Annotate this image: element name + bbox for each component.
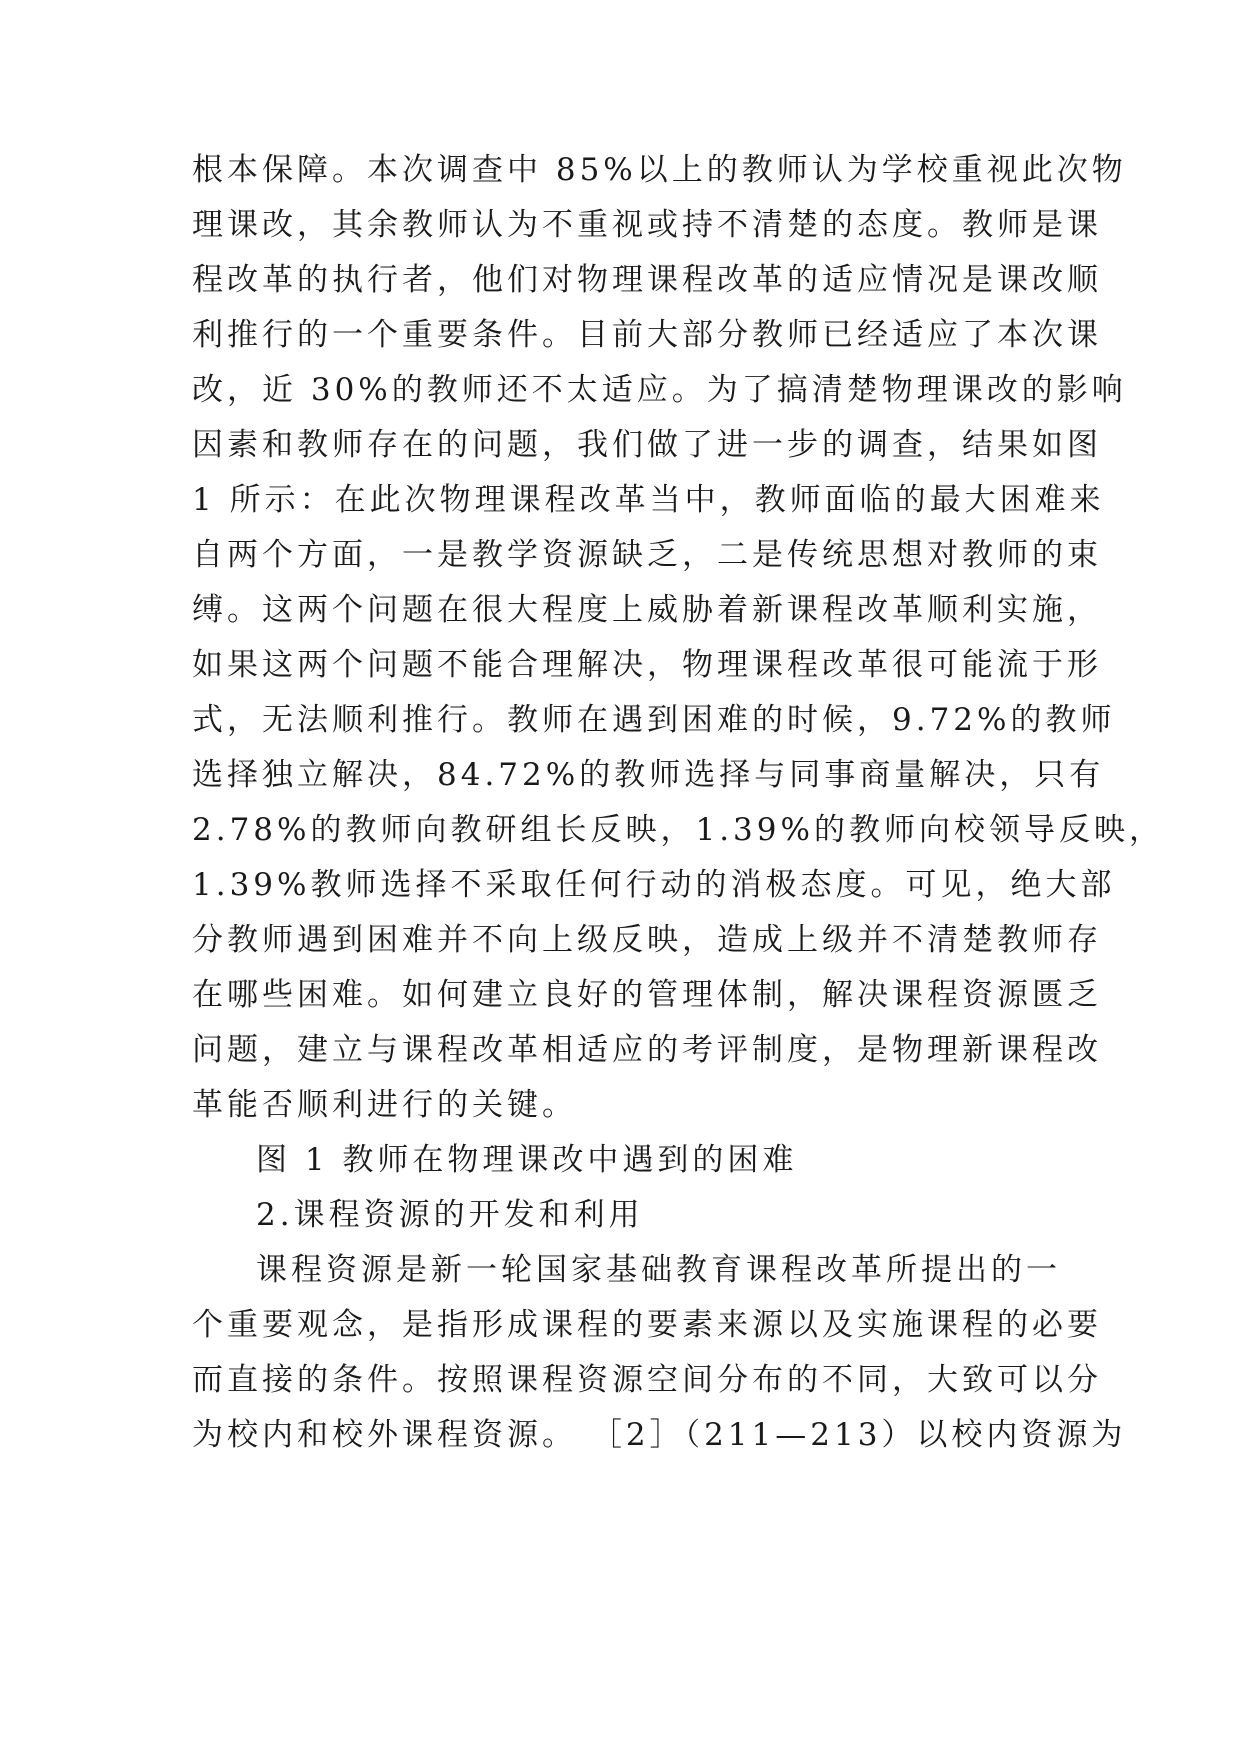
body-text-line: 在哪些困难。如何建立良好的管理体制，解决课程资源匮乏 (192, 977, 1102, 1013)
body-text-line: 理课改，其余教师认为不重视或持不清楚的态度。教师是课 (192, 207, 1102, 243)
section-heading: 2.课程资源的开发和利用 (256, 1197, 644, 1233)
body-text-line: 式，无法顺利推行。教师在遇到困难的时候，9.72%的教师 (192, 702, 1116, 738)
section-text-line: 为校内和校外课程资源。 ［2］（211—213）以校内资源为 (192, 1417, 1127, 1453)
body-text-line: 因素和教师存在的问题，我们做了进一步的调查，结果如图 (192, 427, 1102, 463)
body-text-line: 缚。这两个问题在很大程度上威胁着新课程改革顺利实施， (192, 592, 1102, 628)
body-text-line: 2.78%的教师向教研组长反映，1.39%的教师向校领导反映， (192, 812, 1164, 848)
body-text-line: 选择独立解决，84.72%的教师选择与同事商量解决，只有 (192, 757, 1105, 793)
body-text-line: 程改革的执行者，他们对物理课程改革的适应情况是课改顺 (192, 262, 1102, 298)
body-text-line: 改，近 30%的教师还不太适应。为了搞清楚物理课改的影响 (192, 372, 1127, 408)
figure-caption: 图 1 教师在物理课改中遇到的困难 (256, 1142, 798, 1178)
section-text-line: 个重要观念，是指形成课程的要素来源以及实施课程的必要 (192, 1307, 1102, 1343)
body-text-line: 自两个方面，一是教学资源缺乏，二是传统思想对教师的束 (192, 537, 1102, 573)
body-text-line: 革能否顺利进行的关键。 (192, 1087, 577, 1123)
body-text-line: 分教师遇到困难并不向上级反映，造成上级并不清楚教师存 (192, 922, 1102, 958)
body-text-line: 1.39%教师选择不采取任何行动的消极态度。可见，绝大部 (192, 867, 1116, 903)
body-text-line: 利推行的一个重要条件。目前大部分教师已经适应了本次课 (192, 317, 1102, 353)
body-text-line: 根本保障。本次调查中 85%以上的教师认为学校重视此次物 (192, 152, 1127, 188)
body-text-line: 如果这两个问题不能合理解决，物理课程改革很可能流于形 (192, 647, 1102, 683)
section-text-line: 课程资源是新一轮国家基础教育课程改革所提出的一 (256, 1252, 1061, 1288)
body-text-line: 问题，建立与课程改革相适应的考评制度，是物理新课程改 (192, 1032, 1102, 1068)
body-text-line: 1 所示：在此次物理课程改革当中，教师面临的最大困难来 (192, 482, 1105, 518)
section-text-line: 而直接的条件。按照课程资源空间分布的不同，大致可以分 (192, 1362, 1102, 1398)
